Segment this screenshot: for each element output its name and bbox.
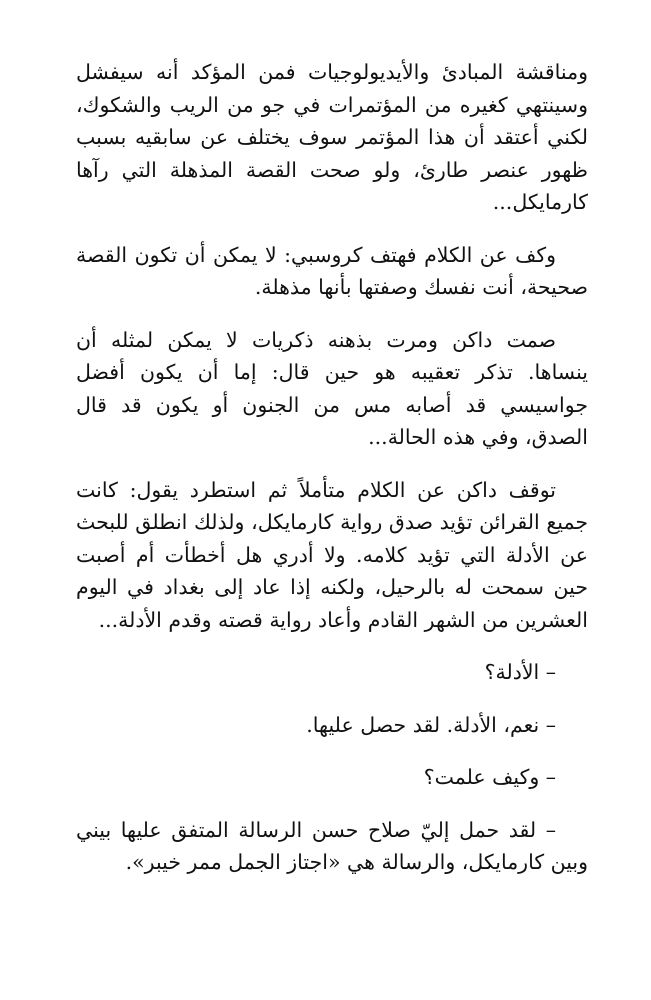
paragraph-4: توقف داكن عن الكلام متأملاً ثم استطرد يقول: كانت جميع القرائن تؤيد صدق رواية كارمايكل، ولذلك انطلق للبحث عن الأدلة التي تؤيد كلامه. ولا أدري هل أخطأت أم أصبت حين سمحت له بالرحيل، ولكنه إذا عاد إلى بغداد في اليوم العشرين من الشهر القادم وأعاد رواية قصته وقدم الأدلة... [76, 477, 588, 632]
dialogue-line-2: – نعم، الأدلة. لقد حصل عليها. [306, 712, 556, 737]
paragraph-1: ومناقشة المبادئ والأيديولوجيات فمن المؤكد أنه سيفشل وسينتهي كغيره من المؤتمرات في جو من الريب والشكوك، لكني أعتقد أن هذا المؤتمر سوف يختلف عن سابقيه بسبب ظهور عنصر طارئ، ولو صحت القصة المذهلة التي رآها كارمايكل... [76, 60, 588, 214]
dialogue-line-3: – وكيف علمت؟ [423, 765, 556, 789]
document-page [76, 56, 588, 899]
dialogue-line-4: – لقد حمل إليّ صلاح حسن الرسالة المتفق عليها بيني وبين كارمايكل، والرسالة هي «اجتاز الجمل ممر خيبر». [76, 817, 588, 874]
paragraph-2: وكف عن الكلام فهتف كروسبي: لا يمكن أن تكون القصة صحيحة، أنت نفسك وصفتها بأنها مذهلة. [76, 242, 588, 299]
dialogue-line-1: – الأدلة؟ [484, 660, 556, 684]
paragraph-3: صمت داكن ومرت بذهنه ذكريات لا يمكن لمثله أن ينساها. تذكر تعقيبه هو حين قال: إما أن يكون أفضل جواسيسي قد أصابه مس من الجنون أو يكون قد قال الصدق، وفي هذه الحالة... [76, 327, 588, 449]
